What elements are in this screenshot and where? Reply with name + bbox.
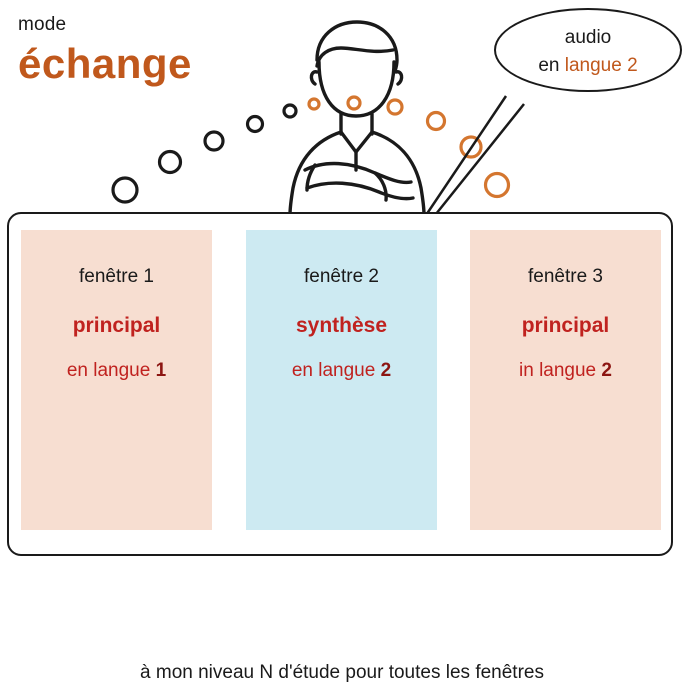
window-2-language-number: 2 [380, 360, 392, 381]
window-1-language [21, 360, 212, 382]
window-3-role: principal [521, 314, 610, 337]
window-column-1[interactable] [21, 230, 212, 530]
window-2-title: fenêtre 2 [304, 266, 379, 287]
window-1-language-number: 1 [155, 360, 167, 381]
page-title: échange [18, 40, 192, 87]
window-column-3[interactable] [470, 230, 661, 530]
panel-footer-note: à mon niveau N d'étude pour toutes les fenêtres [140, 662, 544, 683]
window-2-language-prefix: en langue [291, 360, 381, 381]
window-2-role: synthèse [295, 314, 388, 337]
window-2-language [246, 360, 437, 382]
window-1-role: principal [72, 314, 161, 337]
window-3-language-number: 2 [601, 360, 612, 381]
window-column-2[interactable] [246, 230, 437, 530]
speech-bubble-line2-accent: langue 2 [564, 54, 638, 76]
windows-columns [9, 230, 675, 530]
window-3-title: fenêtre 3 [528, 266, 603, 287]
mode-label: mode [18, 14, 67, 35]
window-1-title: fenêtre 1 [79, 266, 154, 287]
speech-bubble-line1: audio [564, 27, 612, 48]
window-3-language [470, 360, 661, 382]
windows-panel [7, 212, 673, 683]
speech-bubble-line2-prefix: en [538, 54, 565, 76]
window-3-language-prefix: in langue [519, 360, 602, 381]
window-1-language-prefix: en langue [66, 360, 156, 381]
